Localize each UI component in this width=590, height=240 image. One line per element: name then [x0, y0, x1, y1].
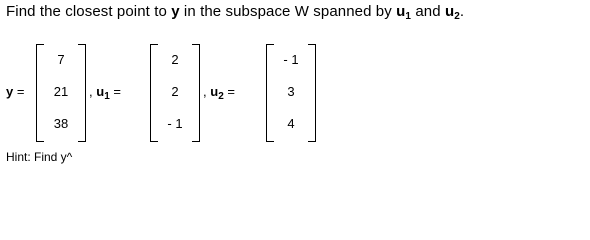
- u2-vector-entry: 4: [287, 116, 295, 131]
- prompt-period: .: [459, 3, 465, 20]
- u1-equals-label: [89, 84, 121, 102]
- equals-sign: =: [227, 84, 235, 99]
- u2-vector-entry: 3: [287, 84, 295, 99]
- y-vector-entry: 7: [57, 52, 65, 67]
- y-vector-entry: 21: [53, 84, 69, 99]
- and-text: and: [411, 3, 445, 20]
- comma: ,: [203, 84, 207, 99]
- equals-sign: =: [113, 84, 121, 99]
- hint-text: Hint: Find y^: [6, 150, 73, 164]
- u2-symbol: $u_2$: [444, 3, 460, 22]
- comma: ,: [89, 84, 93, 99]
- prompt-text-before: Find the closest point to: [6, 3, 172, 20]
- u2-vector-entry: - 1: [283, 52, 299, 67]
- u2-equals-label: [203, 84, 235, 102]
- y-symbol: y: [171, 3, 180, 20]
- u1-subscript: 1: [405, 11, 412, 22]
- u1-vector-entry: 2: [171, 52, 179, 67]
- u1-vector-entry: - 1: [167, 116, 183, 131]
- y-vector: [36, 44, 86, 140]
- u1-vector-symbol: $u_1$: [96, 84, 110, 102]
- equals-sign: =: [16, 84, 25, 99]
- u1-vector-entry: 2: [171, 84, 179, 99]
- y-vector-symbol: y: [6, 84, 14, 99]
- u2-subscript: 2: [454, 11, 460, 22]
- y-vector-entry: 38: [53, 116, 69, 131]
- problem-statement: [6, 3, 464, 22]
- u2-vector: [266, 44, 316, 140]
- u1-vector: [150, 44, 200, 140]
- u2-vector-symbol: $u_2$: [210, 84, 224, 102]
- prompt-text-middle: in the subspace W spanned by: [179, 3, 397, 20]
- u1-symbol: $u_1$: [396, 3, 412, 22]
- y-equals-label: [6, 84, 24, 99]
